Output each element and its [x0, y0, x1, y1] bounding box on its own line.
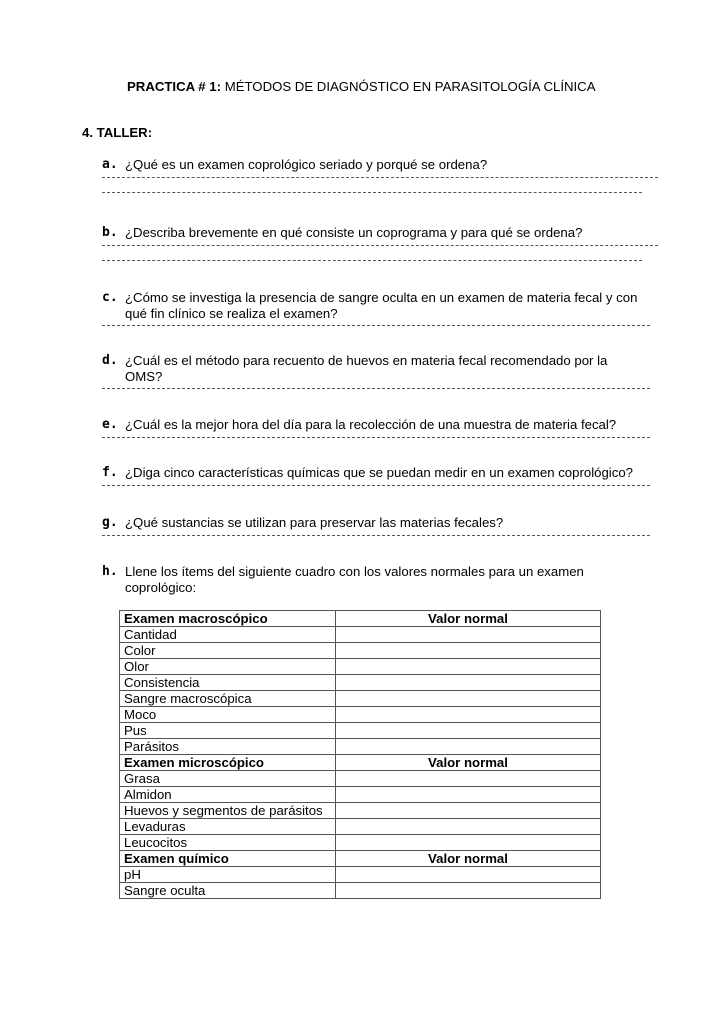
row-label: pH [120, 867, 336, 883]
row-label: Parásitos [120, 739, 336, 755]
value-cell[interactable] [336, 739, 601, 755]
value-cell[interactable] [336, 627, 601, 643]
answer-line[interactable] [102, 260, 642, 261]
question-letter: e. [102, 417, 118, 432]
value-cell[interactable] [336, 883, 601, 899]
answer-line[interactable] [102, 192, 642, 193]
group-title: Examen microscópico [120, 755, 336, 771]
question-letter: g. [102, 515, 118, 530]
value-cell[interactable] [336, 643, 601, 659]
page-title [127, 79, 596, 94]
question-text: ¿Diga cinco características químicas que se puedan medir en un examen coprológico? [125, 465, 633, 480]
question-g [102, 515, 662, 536]
row-label: Cantidad [120, 627, 336, 643]
row-label: Sangre oculta [120, 883, 336, 899]
table-row [120, 659, 601, 675]
value-cell[interactable] [336, 691, 601, 707]
answer-line[interactable] [102, 245, 658, 246]
value-column-header: Valor normal [336, 755, 601, 771]
answer-line[interactable] [102, 325, 650, 326]
question-a [102, 157, 662, 193]
table-group-header [120, 755, 601, 771]
row-label: Huevos y segmentos de parásitos [120, 803, 336, 819]
answer-lines [102, 437, 662, 438]
table-row [120, 643, 601, 659]
table-row [120, 883, 601, 899]
question-letter: b. [102, 225, 118, 240]
value-cell[interactable] [336, 819, 601, 835]
answer-line[interactable] [102, 177, 658, 178]
table-row [120, 803, 601, 819]
table-row [120, 835, 601, 851]
question-b [102, 225, 662, 261]
table-group-header [120, 611, 601, 627]
question-text: ¿Cuál es la mejor hora del día para la recolección de una muestra de materia fecal? [125, 417, 617, 432]
question-c [102, 290, 662, 326]
row-label: Grasa [120, 771, 336, 787]
answer-line[interactable] [102, 485, 650, 486]
question-text: Llene los ítems del siguiente cuadro con los valores normales para un examen coprológico: [125, 564, 584, 595]
table-row [120, 675, 601, 691]
title-bold: PRACTICA # 1: [127, 79, 222, 94]
row-label: Levaduras [120, 819, 336, 835]
question-text: ¿Cuál es el método para recuento de huevos en materia fecal recomendado por la OMS? [125, 353, 608, 384]
value-cell[interactable] [336, 707, 601, 723]
answer-lines [102, 325, 662, 326]
table-group-header [120, 851, 601, 867]
question-f [102, 465, 662, 486]
question-text: ¿Describa brevemente en qué consiste un coprograma y para qué se ordena? [125, 225, 583, 240]
value-cell[interactable] [336, 723, 601, 739]
question-letter: f. [102, 465, 118, 480]
table-row [120, 771, 601, 787]
answer-line[interactable] [102, 388, 650, 389]
table-row [120, 707, 601, 723]
answer-line[interactable] [102, 437, 650, 438]
table-row [120, 627, 601, 643]
value-cell[interactable] [336, 787, 601, 803]
row-label: Pus [120, 723, 336, 739]
title-rest: MÉTODOS DE DIAGNÓSTICO EN PARASITOLOGÍA CLÍNICA [221, 79, 596, 94]
question-text: ¿Qué sustancias se utilizan para preservar las materias fecales? [125, 515, 504, 530]
answer-lines [102, 388, 662, 389]
question-text: ¿Cómo se investiga la presencia de sangre oculta en un examen de materia fecal y con qué fin clínico se realiza el examen? [125, 290, 638, 321]
question-text: ¿Qué es un examen coprológico seriado y porqué se ordena? [125, 157, 488, 172]
value-cell[interactable] [336, 675, 601, 691]
question-letter: a. [102, 157, 118, 172]
table-row [120, 691, 601, 707]
row-label: Moco [120, 707, 336, 723]
row-label: Sangre macroscópica [120, 691, 336, 707]
answer-lines [102, 535, 662, 536]
row-label: Color [120, 643, 336, 659]
value-cell[interactable] [336, 659, 601, 675]
answer-lines [102, 245, 662, 261]
value-cell[interactable] [336, 771, 601, 787]
value-column-header: Valor normal [336, 611, 601, 627]
value-column-header: Valor normal [336, 851, 601, 867]
row-label: Consistencia [120, 675, 336, 691]
table-row [120, 723, 601, 739]
question-letter: d. [102, 353, 118, 368]
question-d [102, 353, 662, 389]
value-cell[interactable] [336, 867, 601, 883]
question-letter: h. [102, 564, 118, 579]
normal-values-table [119, 610, 601, 899]
value-cell[interactable] [336, 835, 601, 851]
answer-lines [102, 485, 662, 486]
group-title: Examen macroscópico [120, 611, 336, 627]
question-e [102, 417, 662, 438]
section-heading: 4. TALLER: [82, 125, 153, 140]
table-row [120, 867, 601, 883]
question-letter: c. [102, 290, 118, 305]
table-row [120, 819, 601, 835]
table-row [120, 787, 601, 803]
question-h [102, 564, 662, 595]
group-title: Examen químico [120, 851, 336, 867]
value-cell[interactable] [336, 803, 601, 819]
row-label: Olor [120, 659, 336, 675]
row-label: Almidon [120, 787, 336, 803]
answer-line[interactable] [102, 535, 650, 536]
table-row [120, 739, 601, 755]
row-label: Leucocitos [120, 835, 336, 851]
answer-lines [102, 177, 662, 193]
